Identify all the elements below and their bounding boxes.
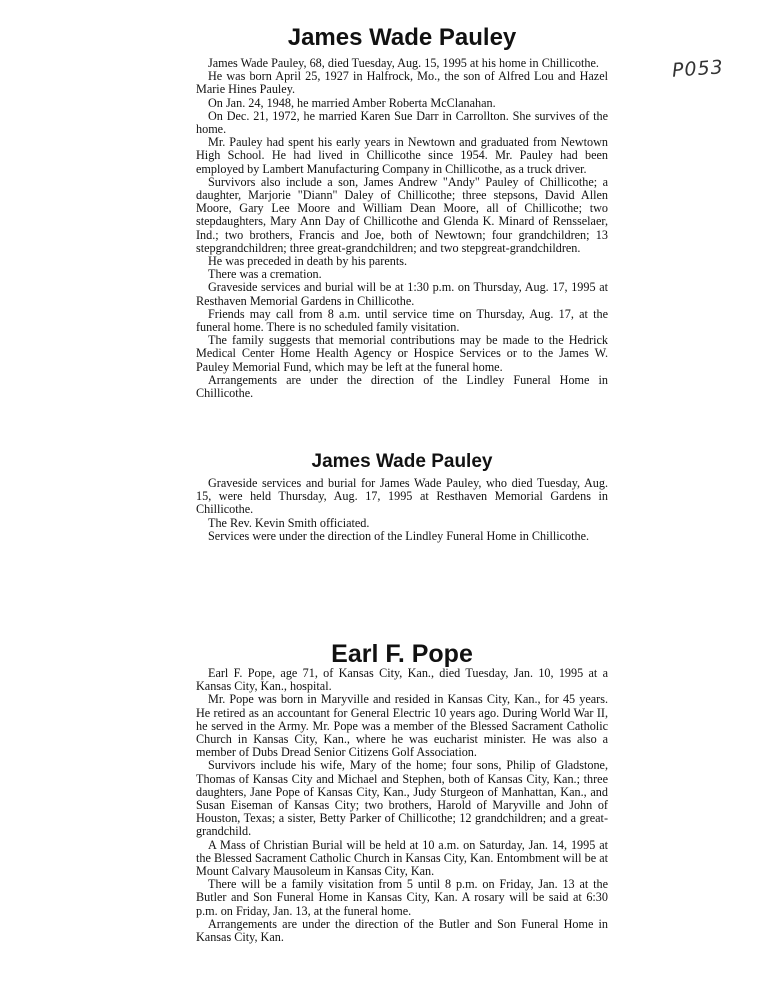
obituary-1-paragraph: On Dec. 21, 1972, he married Karen Sue Darr in Carrollton. She survives of the home. <box>196 108 608 137</box>
obituary-2-body <box>196 477 608 543</box>
obituary-1-paragraph: On Jan. 24, 1948, he married Amber Roberta McClanahan. <box>208 95 496 110</box>
obituary-3-paragraph: There will be a family visitation from 5 until 8 p.m. on Friday, Jan. 13 at the Butler and Son Funeral Home in Kansas City, Kan. A rosary will be said at 6:30 p.m. on Friday, Jan. 13, at the funeral home. <box>196 877 608 918</box>
obituary-1-paragraph: Arrangements are under the direction of the Lindley Funeral Home in Chillicothe. <box>196 372 608 401</box>
obituary-2-paragraph: Services were under the direction of the Lindley Funeral Home in Chillicothe. <box>208 528 590 543</box>
obituary-1-title: James Wade Pauley <box>287 24 517 51</box>
obituary-2-title: James Wade Pauley <box>311 451 493 472</box>
obituary-1-body <box>196 57 608 400</box>
obituary-3-title: Earl F. Pope <box>331 640 473 668</box>
obituary-2-paragraph: Graveside services and burial for James Wade Pauley, who died Tuesday, Aug. 15, were held Thursday, Aug. 17, 1995 at Resthaven Memorial Gardens in Chillicothe. <box>196 476 608 517</box>
obituary-1-paragraph: Graveside services and burial will be at 1:30 p.m. on Thursday, Aug. 17, 1995 at Resthaven Memorial Gardens in Chillicothe. <box>196 280 608 308</box>
obituary-1-paragraph: James Wade Pauley, 68, died Tuesday, Aug. 15, 1995 at his home in Chillicothe. <box>208 56 599 70</box>
obituary-1-paragraph: Mr. Pauley had spent his early years in Newtown and graduated from Newtown High School. He had lived in Chillicothe since 1954. Mr. Pauley had been employed by Lambert Manufacturing Company in Chillicothe, as a truck driver. <box>196 135 608 176</box>
obituary-1-paragraph: The family suggests that memorial contributions may be made to the Hedrick Medical Center Home Health Agency or Hospice Services or to the James W. Pauley Memorial Fund, which may be left at the funeral home. <box>196 333 608 374</box>
obituary-3-paragraph: Mr. Pope was born in Maryville and resided in Kansas City, Kan., for 45 years. He retired as an accountant for General Electric 10 years ago. During World War II, he served in the Army. Mr. Pope was a member of the Blessed Sacrament Catholic Church in Kansas City, Kan., where he was eucharist minister. He was also a member of Dubs Dread Senior Citizens Golf Association. <box>196 692 608 760</box>
obituary-3-paragraph: Arrangements are under the direction of the Butler and Son Funeral Home in Kansas City, Kan. <box>196 916 608 945</box>
handwritten-page-number: P053 <box>671 56 725 82</box>
obituary-3-body <box>196 667 608 944</box>
obituary-1-paragraph: He was preceded in death by his parents. <box>208 254 407 269</box>
obituary-3-paragraph: Survivors include his wife, Mary of the home; four sons, Philip of Gladstone, Thomas of Kansas City and Michael and Stephen, both of Kansas City, Kan.; three daughters, Jane Pope of Kansas City, Kan., Judy Sturgeon of Manhattan, Kan., and Susan Eiseman of Kansas City; two brothers, Harold of Maryville and John of Houston, Texas; a sister, Betty Parker of Chillicothe; 12 grandchildren; and a great-grandchild. <box>196 758 608 839</box>
obituary-1-paragraph: Friends may call from 8 a.m. until service time on Thursday, Aug. 17, at the funeral home. There is no scheduled family visitation. <box>196 306 608 335</box>
obituary-3-paragraph: A Mass of Christian Burial will be held at 10 a.m. on Saturday, Jan. 14, 1995 at the Blessed Sacrament Catholic Church in Kansas City, Kan. Entombment will be at Mount Calvary Mausoleum in Kansas City, Kan. <box>196 837 608 879</box>
obituary-1-paragraph: There was a cremation. <box>208 267 322 282</box>
obituary-2-paragraph: The Rev. Kevin Smith officiated. <box>208 515 370 530</box>
obituary-1-paragraph: He was born April 25, 1927 in Halfrock, Mo., the son of Alfred Lou and Hazel Marie Hines Pauley. <box>196 69 608 97</box>
obituary-1-paragraph: Survivors also include a son, James Andrew "Andy" Pauley of Chillicothe; a daughter, Marjorie "Diann" Daley of Chillicothe; three stepsons, David Allen Moore, Gary Lee Moore and William Dean Moore, all of Chillicothe; two stepdaughters, Mary Ann Day of Chillicothe and Glenda K. Minard of Rensselaer, Ind.; two brothers, Francis and Joe, both of Newtown; four grandchildren; 13 stepgrandchildren; three great-grandchildren; and two stepgreat-grandchildren. <box>196 174 608 255</box>
obituary-3-paragraph: Earl F. Pope, age 71, of Kansas City, Kan., died Tuesday, Jan. 10, 1995 at a Kansas City, Kan., hospital. <box>196 666 608 694</box>
